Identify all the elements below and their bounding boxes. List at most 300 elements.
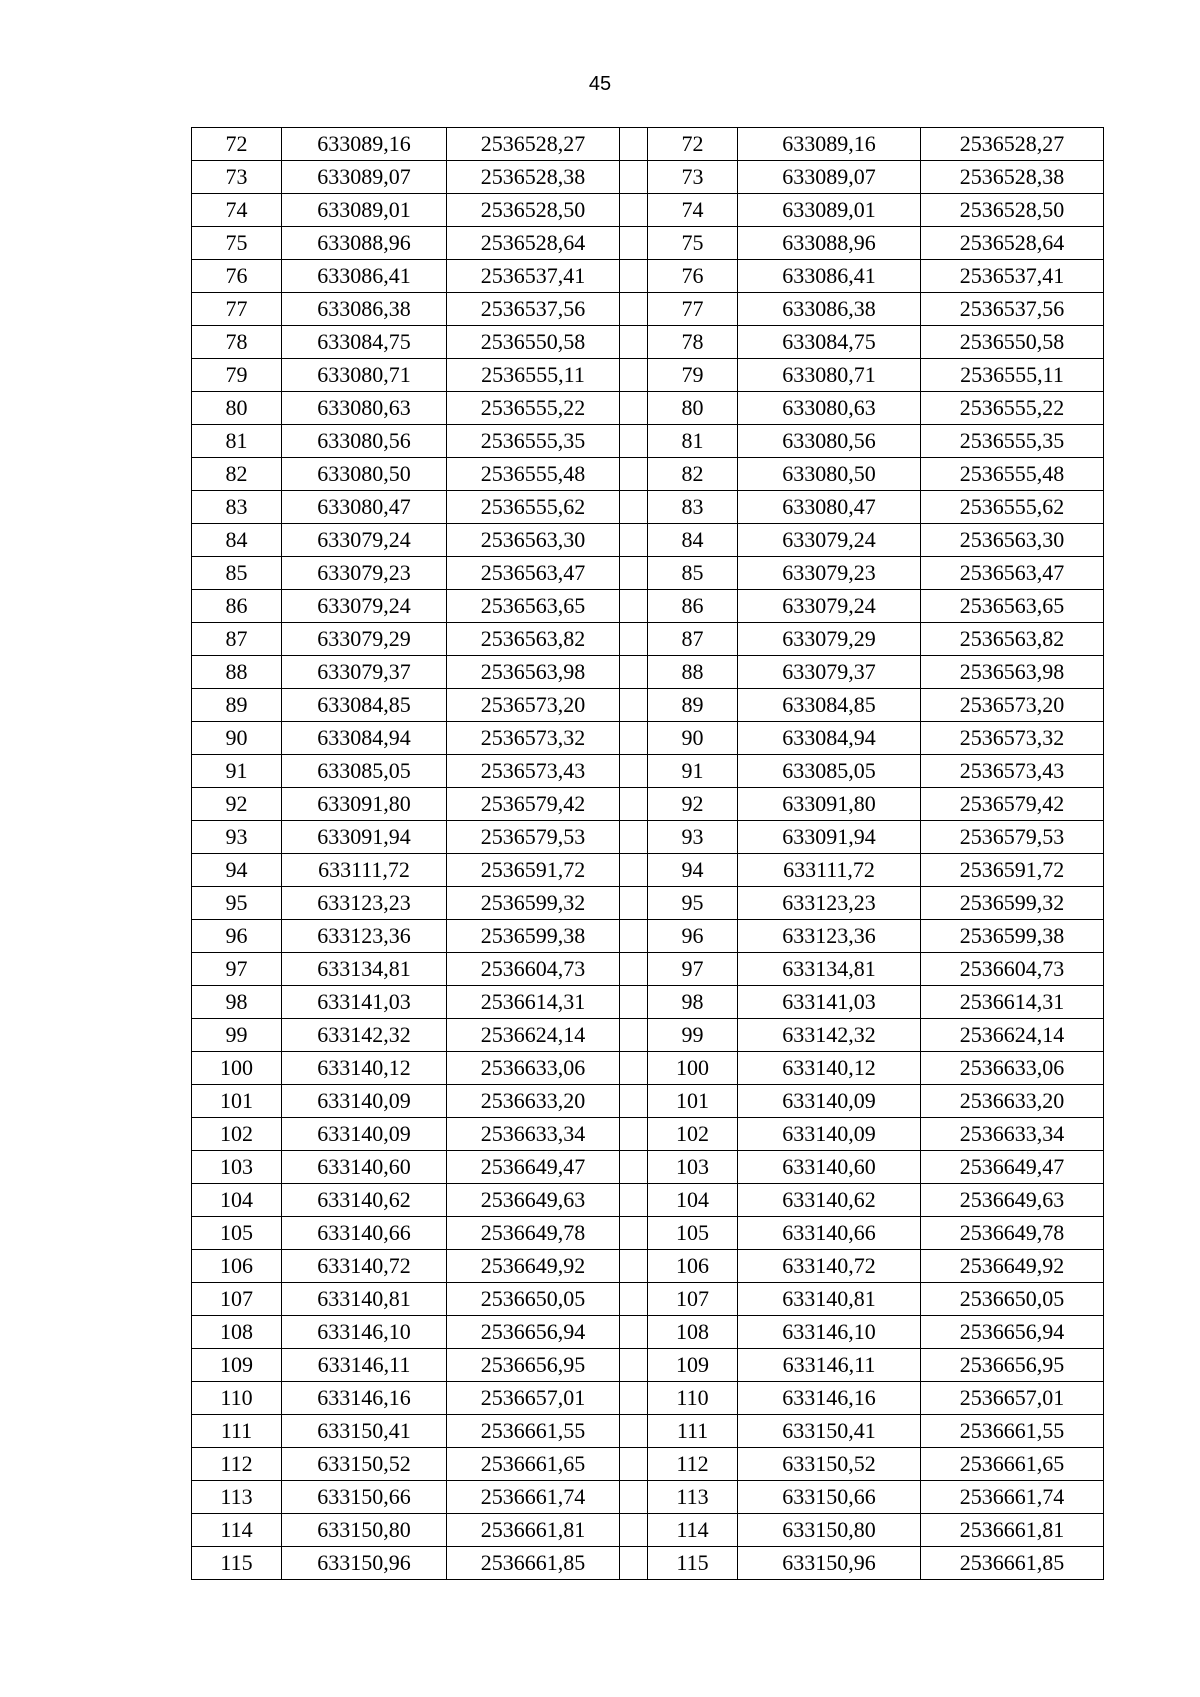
right-x-coordinate-cell: 633080,50 xyxy=(738,458,921,491)
right-x-coordinate-cell: 633079,24 xyxy=(738,590,921,623)
left-point-number-cell: 89 xyxy=(192,689,282,722)
left-point-number-cell: 84 xyxy=(192,524,282,557)
separator-cell xyxy=(620,557,648,590)
left-x-coordinate-cell: 633085,05 xyxy=(282,755,447,788)
right-point-number-cell: 114 xyxy=(648,1514,738,1547)
right-y-coordinate-cell: 2536563,82 xyxy=(921,623,1104,656)
left-x-coordinate-cell: 633091,80 xyxy=(282,788,447,821)
right-point-number-cell: 112 xyxy=(648,1448,738,1481)
separator-cell xyxy=(620,1217,648,1250)
left-y-coordinate-cell: 2536650,05 xyxy=(447,1283,620,1316)
left-point-number-cell: 88 xyxy=(192,656,282,689)
right-y-coordinate-cell: 2536563,47 xyxy=(921,557,1104,590)
right-x-coordinate-cell: 633123,23 xyxy=(738,887,921,920)
left-point-number-cell: 87 xyxy=(192,623,282,656)
left-y-coordinate-cell: 2536579,53 xyxy=(447,821,620,854)
right-point-number-cell: 87 xyxy=(648,623,738,656)
left-point-number-cell: 103 xyxy=(192,1151,282,1184)
separator-cell xyxy=(620,392,648,425)
left-x-coordinate-cell: 633084,75 xyxy=(282,326,447,359)
left-x-coordinate-cell: 633084,85 xyxy=(282,689,447,722)
left-y-coordinate-cell: 2536633,06 xyxy=(447,1052,620,1085)
right-x-coordinate-cell: 633080,71 xyxy=(738,359,921,392)
right-point-number-cell: 84 xyxy=(648,524,738,557)
right-point-number-cell: 93 xyxy=(648,821,738,854)
left-point-number-cell: 100 xyxy=(192,1052,282,1085)
right-x-coordinate-cell: 633140,81 xyxy=(738,1283,921,1316)
table-row xyxy=(192,1514,1104,1547)
left-point-number-cell: 109 xyxy=(192,1349,282,1382)
right-x-coordinate-cell: 633140,09 xyxy=(738,1118,921,1151)
right-point-number-cell: 113 xyxy=(648,1481,738,1514)
left-point-number-cell: 113 xyxy=(192,1481,282,1514)
right-x-coordinate-cell: 633084,94 xyxy=(738,722,921,755)
right-y-coordinate-cell: 2536555,11 xyxy=(921,359,1104,392)
left-x-coordinate-cell: 633140,81 xyxy=(282,1283,447,1316)
left-point-number-cell: 110 xyxy=(192,1382,282,1415)
left-y-coordinate-cell: 2536661,81 xyxy=(447,1514,620,1547)
right-y-coordinate-cell: 2536604,73 xyxy=(921,953,1104,986)
left-y-coordinate-cell: 2536661,65 xyxy=(447,1448,620,1481)
right-y-coordinate-cell: 2536661,74 xyxy=(921,1481,1104,1514)
right-y-coordinate-cell: 2536633,20 xyxy=(921,1085,1104,1118)
left-point-number-cell: 77 xyxy=(192,293,282,326)
separator-cell xyxy=(620,326,648,359)
separator-cell xyxy=(620,689,648,722)
left-x-coordinate-cell: 633088,96 xyxy=(282,227,447,260)
right-x-coordinate-cell: 633089,16 xyxy=(738,128,921,161)
separator-cell xyxy=(620,161,648,194)
right-y-coordinate-cell: 2536650,05 xyxy=(921,1283,1104,1316)
right-y-coordinate-cell: 2536649,47 xyxy=(921,1151,1104,1184)
left-y-coordinate-cell: 2536563,98 xyxy=(447,656,620,689)
separator-cell xyxy=(620,359,648,392)
right-point-number-cell: 100 xyxy=(648,1052,738,1085)
separator-cell xyxy=(620,953,648,986)
left-point-number-cell: 95 xyxy=(192,887,282,920)
separator-cell xyxy=(620,293,648,326)
separator-cell xyxy=(620,1085,648,1118)
right-x-coordinate-cell: 633134,81 xyxy=(738,953,921,986)
left-y-coordinate-cell: 2536633,20 xyxy=(447,1085,620,1118)
left-x-coordinate-cell: 633111,72 xyxy=(282,854,447,887)
separator-cell xyxy=(620,1382,648,1415)
table-row xyxy=(192,755,1104,788)
right-x-coordinate-cell: 633146,16 xyxy=(738,1382,921,1415)
left-y-coordinate-cell: 2536656,94 xyxy=(447,1316,620,1349)
right-point-number-cell: 81 xyxy=(648,425,738,458)
right-point-number-cell: 89 xyxy=(648,689,738,722)
left-x-coordinate-cell: 633146,11 xyxy=(282,1349,447,1382)
right-x-coordinate-cell: 633086,38 xyxy=(738,293,921,326)
right-x-coordinate-cell: 633089,07 xyxy=(738,161,921,194)
left-x-coordinate-cell: 633141,03 xyxy=(282,986,447,1019)
table-row xyxy=(192,1382,1104,1415)
left-point-number-cell: 78 xyxy=(192,326,282,359)
left-x-coordinate-cell: 633080,71 xyxy=(282,359,447,392)
right-y-coordinate-cell: 2536624,14 xyxy=(921,1019,1104,1052)
left-point-number-cell: 111 xyxy=(192,1415,282,1448)
right-x-coordinate-cell: 633140,09 xyxy=(738,1085,921,1118)
table-row xyxy=(192,821,1104,854)
left-point-number-cell: 94 xyxy=(192,854,282,887)
right-point-number-cell: 92 xyxy=(648,788,738,821)
left-x-coordinate-cell: 633150,96 xyxy=(282,1547,447,1580)
left-point-number-cell: 114 xyxy=(192,1514,282,1547)
right-x-coordinate-cell: 633079,37 xyxy=(738,656,921,689)
left-x-coordinate-cell: 633140,09 xyxy=(282,1118,447,1151)
left-point-number-cell: 83 xyxy=(192,491,282,524)
left-point-number-cell: 106 xyxy=(192,1250,282,1283)
table-row xyxy=(192,161,1104,194)
right-y-coordinate-cell: 2536599,38 xyxy=(921,920,1104,953)
table-row xyxy=(192,491,1104,524)
left-y-coordinate-cell: 2536591,72 xyxy=(447,854,620,887)
left-point-number-cell: 72 xyxy=(192,128,282,161)
left-y-coordinate-cell: 2536555,35 xyxy=(447,425,620,458)
left-point-number-cell: 99 xyxy=(192,1019,282,1052)
left-point-number-cell: 108 xyxy=(192,1316,282,1349)
table-row xyxy=(192,392,1104,425)
separator-cell xyxy=(620,1151,648,1184)
right-y-coordinate-cell: 2536661,55 xyxy=(921,1415,1104,1448)
right-y-coordinate-cell: 2536563,98 xyxy=(921,656,1104,689)
right-y-coordinate-cell: 2536661,81 xyxy=(921,1514,1104,1547)
right-x-coordinate-cell: 633091,80 xyxy=(738,788,921,821)
left-point-number-cell: 98 xyxy=(192,986,282,1019)
right-y-coordinate-cell: 2536555,22 xyxy=(921,392,1104,425)
left-y-coordinate-cell: 2536550,58 xyxy=(447,326,620,359)
left-point-number-cell: 112 xyxy=(192,1448,282,1481)
right-y-coordinate-cell: 2536599,32 xyxy=(921,887,1104,920)
left-x-coordinate-cell: 633123,36 xyxy=(282,920,447,953)
left-y-coordinate-cell: 2536528,50 xyxy=(447,194,620,227)
table-row xyxy=(192,1151,1104,1184)
right-point-number-cell: 104 xyxy=(648,1184,738,1217)
left-y-coordinate-cell: 2536537,56 xyxy=(447,293,620,326)
right-y-coordinate-cell: 2536656,95 xyxy=(921,1349,1104,1382)
coordinates-table-body xyxy=(192,128,1104,1580)
right-x-coordinate-cell: 633150,41 xyxy=(738,1415,921,1448)
right-y-coordinate-cell: 2536528,64 xyxy=(921,227,1104,260)
right-y-coordinate-cell: 2536555,48 xyxy=(921,458,1104,491)
right-point-number-cell: 94 xyxy=(648,854,738,887)
right-point-number-cell: 107 xyxy=(648,1283,738,1316)
left-y-coordinate-cell: 2536661,85 xyxy=(447,1547,620,1580)
right-point-number-cell: 103 xyxy=(648,1151,738,1184)
right-x-coordinate-cell: 633084,85 xyxy=(738,689,921,722)
right-y-coordinate-cell: 2536579,42 xyxy=(921,788,1104,821)
left-point-number-cell: 92 xyxy=(192,788,282,821)
left-y-coordinate-cell: 2536555,62 xyxy=(447,491,620,524)
table-row xyxy=(192,1415,1104,1448)
separator-cell xyxy=(620,458,648,491)
separator-cell xyxy=(620,524,648,557)
right-x-coordinate-cell: 633140,12 xyxy=(738,1052,921,1085)
table-row xyxy=(192,887,1104,920)
table-row xyxy=(192,1547,1104,1580)
left-x-coordinate-cell: 633079,29 xyxy=(282,623,447,656)
left-y-coordinate-cell: 2536528,64 xyxy=(447,227,620,260)
separator-cell xyxy=(620,887,648,920)
right-point-number-cell: 98 xyxy=(648,986,738,1019)
right-point-number-cell: 99 xyxy=(648,1019,738,1052)
left-x-coordinate-cell: 633080,47 xyxy=(282,491,447,524)
left-x-coordinate-cell: 633142,32 xyxy=(282,1019,447,1052)
separator-cell xyxy=(620,227,648,260)
left-x-coordinate-cell: 633123,23 xyxy=(282,887,447,920)
separator-cell xyxy=(620,788,648,821)
left-x-coordinate-cell: 633079,37 xyxy=(282,656,447,689)
right-point-number-cell: 75 xyxy=(648,227,738,260)
right-point-number-cell: 82 xyxy=(648,458,738,491)
right-x-coordinate-cell: 633141,03 xyxy=(738,986,921,1019)
right-y-coordinate-cell: 2536537,56 xyxy=(921,293,1104,326)
table-row xyxy=(192,1283,1104,1316)
right-y-coordinate-cell: 2536550,58 xyxy=(921,326,1104,359)
right-y-coordinate-cell: 2536649,63 xyxy=(921,1184,1104,1217)
left-x-coordinate-cell: 633079,23 xyxy=(282,557,447,590)
right-y-coordinate-cell: 2536657,01 xyxy=(921,1382,1104,1415)
right-x-coordinate-cell: 633140,62 xyxy=(738,1184,921,1217)
table-row xyxy=(192,788,1104,821)
right-point-number-cell: 90 xyxy=(648,722,738,755)
right-point-number-cell: 101 xyxy=(648,1085,738,1118)
right-y-coordinate-cell: 2536528,27 xyxy=(921,128,1104,161)
right-x-coordinate-cell: 633150,52 xyxy=(738,1448,921,1481)
right-point-number-cell: 109 xyxy=(648,1349,738,1382)
left-point-number-cell: 91 xyxy=(192,755,282,788)
left-x-coordinate-cell: 633089,16 xyxy=(282,128,447,161)
right-x-coordinate-cell: 633123,36 xyxy=(738,920,921,953)
left-point-number-cell: 115 xyxy=(192,1547,282,1580)
left-x-coordinate-cell: 633089,07 xyxy=(282,161,447,194)
right-y-coordinate-cell: 2536555,62 xyxy=(921,491,1104,524)
table-row xyxy=(192,953,1104,986)
table-row xyxy=(192,194,1104,227)
table-row xyxy=(192,1052,1104,1085)
separator-cell xyxy=(620,128,648,161)
left-point-number-cell: 82 xyxy=(192,458,282,491)
right-y-coordinate-cell: 2536649,92 xyxy=(921,1250,1104,1283)
right-y-coordinate-cell: 2536633,06 xyxy=(921,1052,1104,1085)
table-row xyxy=(192,1349,1104,1382)
right-y-coordinate-cell: 2536573,43 xyxy=(921,755,1104,788)
right-x-coordinate-cell: 633146,11 xyxy=(738,1349,921,1382)
left-y-coordinate-cell: 2536537,41 xyxy=(447,260,620,293)
right-x-coordinate-cell: 633080,56 xyxy=(738,425,921,458)
left-point-number-cell: 105 xyxy=(192,1217,282,1250)
right-point-number-cell: 111 xyxy=(648,1415,738,1448)
right-x-coordinate-cell: 633142,32 xyxy=(738,1019,921,1052)
right-y-coordinate-cell: 2536537,41 xyxy=(921,260,1104,293)
left-x-coordinate-cell: 633150,52 xyxy=(282,1448,447,1481)
left-y-coordinate-cell: 2536573,20 xyxy=(447,689,620,722)
left-point-number-cell: 90 xyxy=(192,722,282,755)
right-x-coordinate-cell: 633088,96 xyxy=(738,227,921,260)
right-x-coordinate-cell: 633111,72 xyxy=(738,854,921,887)
right-y-coordinate-cell: 2536573,20 xyxy=(921,689,1104,722)
separator-cell xyxy=(620,1118,648,1151)
right-y-coordinate-cell: 2536555,35 xyxy=(921,425,1104,458)
left-x-coordinate-cell: 633140,60 xyxy=(282,1151,447,1184)
separator-cell xyxy=(620,920,648,953)
right-x-coordinate-cell: 633079,23 xyxy=(738,557,921,590)
left-x-coordinate-cell: 633140,12 xyxy=(282,1052,447,1085)
left-point-number-cell: 76 xyxy=(192,260,282,293)
table-row xyxy=(192,590,1104,623)
table-row xyxy=(192,722,1104,755)
right-point-number-cell: 97 xyxy=(648,953,738,986)
left-x-coordinate-cell: 633080,50 xyxy=(282,458,447,491)
left-x-coordinate-cell: 633084,94 xyxy=(282,722,447,755)
right-x-coordinate-cell: 633091,94 xyxy=(738,821,921,854)
right-y-coordinate-cell: 2536563,30 xyxy=(921,524,1104,557)
separator-cell xyxy=(620,1415,648,1448)
right-y-coordinate-cell: 2536528,38 xyxy=(921,161,1104,194)
left-x-coordinate-cell: 633140,72 xyxy=(282,1250,447,1283)
separator-cell xyxy=(620,722,648,755)
left-point-number-cell: 81 xyxy=(192,425,282,458)
left-y-coordinate-cell: 2536555,22 xyxy=(447,392,620,425)
separator-cell xyxy=(620,491,648,524)
table-row xyxy=(192,1316,1104,1349)
left-y-coordinate-cell: 2536573,43 xyxy=(447,755,620,788)
right-point-number-cell: 95 xyxy=(648,887,738,920)
right-x-coordinate-cell: 633079,24 xyxy=(738,524,921,557)
left-y-coordinate-cell: 2536555,11 xyxy=(447,359,620,392)
separator-cell xyxy=(620,986,648,1019)
separator-cell xyxy=(620,1547,648,1580)
left-x-coordinate-cell: 633134,81 xyxy=(282,953,447,986)
left-y-coordinate-cell: 2536649,92 xyxy=(447,1250,620,1283)
table-row xyxy=(192,1118,1104,1151)
left-point-number-cell: 93 xyxy=(192,821,282,854)
right-point-number-cell: 96 xyxy=(648,920,738,953)
right-point-number-cell: 72 xyxy=(648,128,738,161)
left-y-coordinate-cell: 2536614,31 xyxy=(447,986,620,1019)
right-x-coordinate-cell: 633080,63 xyxy=(738,392,921,425)
left-y-coordinate-cell: 2536563,82 xyxy=(447,623,620,656)
separator-cell xyxy=(620,1184,648,1217)
coordinates-table xyxy=(191,127,1104,1580)
left-x-coordinate-cell: 633140,09 xyxy=(282,1085,447,1118)
right-x-coordinate-cell: 633086,41 xyxy=(738,260,921,293)
right-y-coordinate-cell: 2536573,32 xyxy=(921,722,1104,755)
left-x-coordinate-cell: 633086,38 xyxy=(282,293,447,326)
separator-cell xyxy=(620,590,648,623)
table-row xyxy=(192,854,1104,887)
table-row xyxy=(192,623,1104,656)
left-point-number-cell: 86 xyxy=(192,590,282,623)
right-point-number-cell: 85 xyxy=(648,557,738,590)
left-point-number-cell: 104 xyxy=(192,1184,282,1217)
left-y-coordinate-cell: 2536649,63 xyxy=(447,1184,620,1217)
table-row xyxy=(192,524,1104,557)
separator-cell xyxy=(620,260,648,293)
right-point-number-cell: 73 xyxy=(648,161,738,194)
separator-cell xyxy=(620,1448,648,1481)
right-y-coordinate-cell: 2536656,94 xyxy=(921,1316,1104,1349)
table-row xyxy=(192,656,1104,689)
left-x-coordinate-cell: 633086,41 xyxy=(282,260,447,293)
right-x-coordinate-cell: 633150,80 xyxy=(738,1514,921,1547)
left-point-number-cell: 79 xyxy=(192,359,282,392)
table-row xyxy=(192,1184,1104,1217)
table-row xyxy=(192,1481,1104,1514)
table-row xyxy=(192,128,1104,161)
left-y-coordinate-cell: 2536624,14 xyxy=(447,1019,620,1052)
table-row xyxy=(192,1217,1104,1250)
right-x-coordinate-cell: 633140,60 xyxy=(738,1151,921,1184)
left-y-coordinate-cell: 2536555,48 xyxy=(447,458,620,491)
separator-cell xyxy=(620,656,648,689)
left-point-number-cell: 102 xyxy=(192,1118,282,1151)
table-row xyxy=(192,227,1104,260)
left-x-coordinate-cell: 633146,10 xyxy=(282,1316,447,1349)
right-point-number-cell: 80 xyxy=(648,392,738,425)
left-y-coordinate-cell: 2536563,65 xyxy=(447,590,620,623)
table-row xyxy=(192,986,1104,1019)
table-row xyxy=(192,326,1104,359)
right-y-coordinate-cell: 2536591,72 xyxy=(921,854,1104,887)
left-y-coordinate-cell: 2536633,34 xyxy=(447,1118,620,1151)
separator-cell xyxy=(620,1283,648,1316)
left-x-coordinate-cell: 633150,41 xyxy=(282,1415,447,1448)
left-x-coordinate-cell: 633091,94 xyxy=(282,821,447,854)
left-x-coordinate-cell: 633080,56 xyxy=(282,425,447,458)
table-row xyxy=(192,293,1104,326)
separator-cell xyxy=(620,1481,648,1514)
left-y-coordinate-cell: 2536656,95 xyxy=(447,1349,620,1382)
separator-cell xyxy=(620,1514,648,1547)
left-x-coordinate-cell: 633150,80 xyxy=(282,1514,447,1547)
right-point-number-cell: 76 xyxy=(648,260,738,293)
left-y-coordinate-cell: 2536649,47 xyxy=(447,1151,620,1184)
left-point-number-cell: 101 xyxy=(192,1085,282,1118)
right-point-number-cell: 105 xyxy=(648,1217,738,1250)
left-point-number-cell: 74 xyxy=(192,194,282,227)
left-point-number-cell: 73 xyxy=(192,161,282,194)
separator-cell xyxy=(620,194,648,227)
table-row xyxy=(192,359,1104,392)
right-point-number-cell: 91 xyxy=(648,755,738,788)
left-x-coordinate-cell: 633079,24 xyxy=(282,590,447,623)
left-x-coordinate-cell: 633150,66 xyxy=(282,1481,447,1514)
right-x-coordinate-cell: 633150,66 xyxy=(738,1481,921,1514)
left-x-coordinate-cell: 633140,62 xyxy=(282,1184,447,1217)
right-point-number-cell: 74 xyxy=(648,194,738,227)
left-point-number-cell: 107 xyxy=(192,1283,282,1316)
table-row xyxy=(192,260,1104,293)
right-x-coordinate-cell: 633140,72 xyxy=(738,1250,921,1283)
right-x-coordinate-cell: 633080,47 xyxy=(738,491,921,524)
right-x-coordinate-cell: 633140,66 xyxy=(738,1217,921,1250)
left-y-coordinate-cell: 2536579,42 xyxy=(447,788,620,821)
left-x-coordinate-cell: 633080,63 xyxy=(282,392,447,425)
right-y-coordinate-cell: 2536633,34 xyxy=(921,1118,1104,1151)
left-y-coordinate-cell: 2536649,78 xyxy=(447,1217,620,1250)
table-row xyxy=(192,458,1104,491)
right-y-coordinate-cell: 2536649,78 xyxy=(921,1217,1104,1250)
separator-cell xyxy=(620,1349,648,1382)
left-y-coordinate-cell: 2536528,27 xyxy=(447,128,620,161)
left-x-coordinate-cell: 633140,66 xyxy=(282,1217,447,1250)
right-x-coordinate-cell: 633089,01 xyxy=(738,194,921,227)
left-x-coordinate-cell: 633089,01 xyxy=(282,194,447,227)
separator-cell xyxy=(620,1052,648,1085)
right-y-coordinate-cell: 2536661,65 xyxy=(921,1448,1104,1481)
